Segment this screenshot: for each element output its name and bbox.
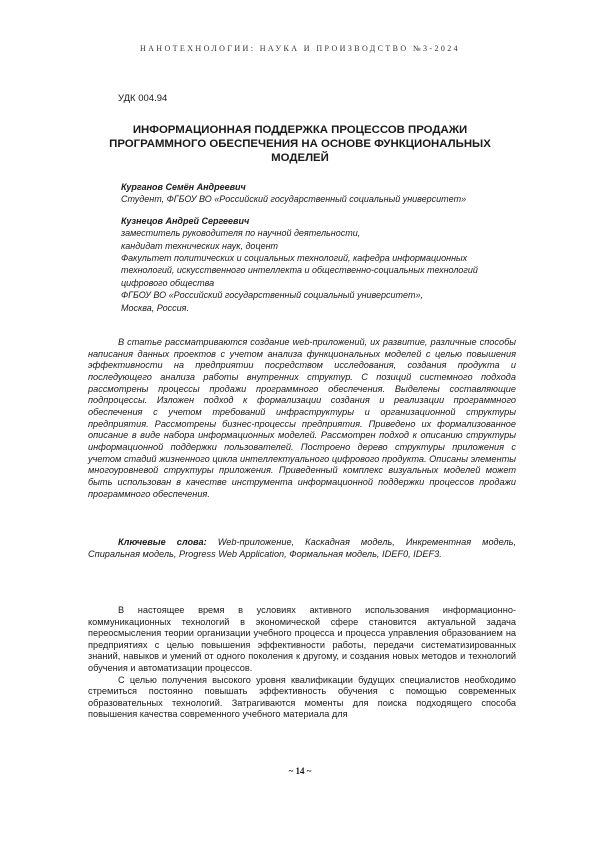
author-affiliation: заместитель руководителя по научной деятельности, bbox=[121, 228, 361, 239]
page-number: ~ 14 ~ bbox=[288, 766, 312, 776]
author-1 bbox=[121, 181, 521, 206]
author-affiliation: Факультет политических и социальных технологий, кафедра информационных технологий, искусственного интеллекта и общественно-социальных технологий цифрового общества bbox=[121, 253, 478, 288]
abstract: В статье рассматриваются создание web-приложений, их развитие, различные способы написания данных проектов с учетом анализа функциональных моделей с целью повышения эффективности на предприятии посредством исследования, создания продукта и последующего анализа работы внутренних структур. С позиций системного подхода рассмотрены процессы продажи программного обеспечения. Выделены составляющие подпроцессы. Изложен подход к формализации создания и реализации программного обеспечения с учетом требований инфраструктуры и организационной структуры предприятия. Рассмотрены бизнес-процессы предприятия. Приведено их формализованное описание в виде набора информационных моделей. Рассмотрен подход к описанию структуры информационной поддержки пользователей. Построено дерево структуры приложения с учетом стадий жизненного цикла интеллектуального цифрового продукта. Описаны элементы многоуровневой структуры приложения. Приведенный комплекс визуальных моделей может быть использован в качестве инструмента информационной поддержки процессов продажи программного обеспечения. bbox=[88, 337, 516, 499]
paragraph: В настоящее время в условиях активного использования информационно-коммуникационных технологий в экономической сфере становится актуальной задача переосмысления теории организации учебного процесса и процесса управления образованием на предприятиях с целью повышения эффективности работы, передачи систематизированных знаний, навыков и умений от одного поколения к другому, и создания новых методов и технологий обучения и автоматизации процессов. bbox=[88, 605, 516, 673]
journal-header: НАНОТЕХНОЛОГИИ: НАУКА И ПРОИЗВОДСТВО №3-2024 bbox=[139, 44, 461, 53]
authors-block bbox=[121, 181, 521, 314]
paragraph: С целью получения высокого уровня квалификации будущих специалистов необходимо стремиться постоянно повышать эффективность обучения с помощью современных образовательных технологий. Затрагиваются моменты для поиска подходящего способа повышения качества современного учебного материала для bbox=[88, 674, 516, 720]
author-affiliation: Москва, Россия. bbox=[121, 302, 189, 313]
author-name: Кузнецов Андрей Сергеевич bbox=[121, 215, 250, 226]
author-affiliation: ФГБОУ ВО «Российский государственный социальный университет», bbox=[121, 290, 423, 301]
author-affiliation: кандидат технических наук, доцент bbox=[121, 240, 279, 251]
article-title: ИНФОРМАЦИОННАЯ ПОДДЕРЖКА ПРОЦЕССОВ ПРОДАЖИ ПРОГРАММНОГО ОБЕСПЕЧЕНИЯ НА ОСНОВЕ ФУНКЦИОНАЛЬНЫХ МОДЕЛЕЙ bbox=[109, 124, 491, 164]
body-text bbox=[88, 605, 516, 721]
author-affiliation: Студент, ФГБОУ ВО «Российский государственный социальный университет» bbox=[121, 194, 467, 205]
keywords-text: Web-приложение, Каскадная модель, Инкрементная модель, Спиральная модель, Progress Web Application, Формальная модель, IDEF0, IDEF3. bbox=[88, 537, 517, 559]
keywords bbox=[88, 537, 516, 560]
author-2 bbox=[121, 215, 521, 314]
keywords-label: Ключевые слова: bbox=[118, 537, 207, 547]
author-name: Курганов Семён Андреевич bbox=[121, 182, 246, 192]
udk-code: УДК 004.94 bbox=[118, 93, 168, 104]
